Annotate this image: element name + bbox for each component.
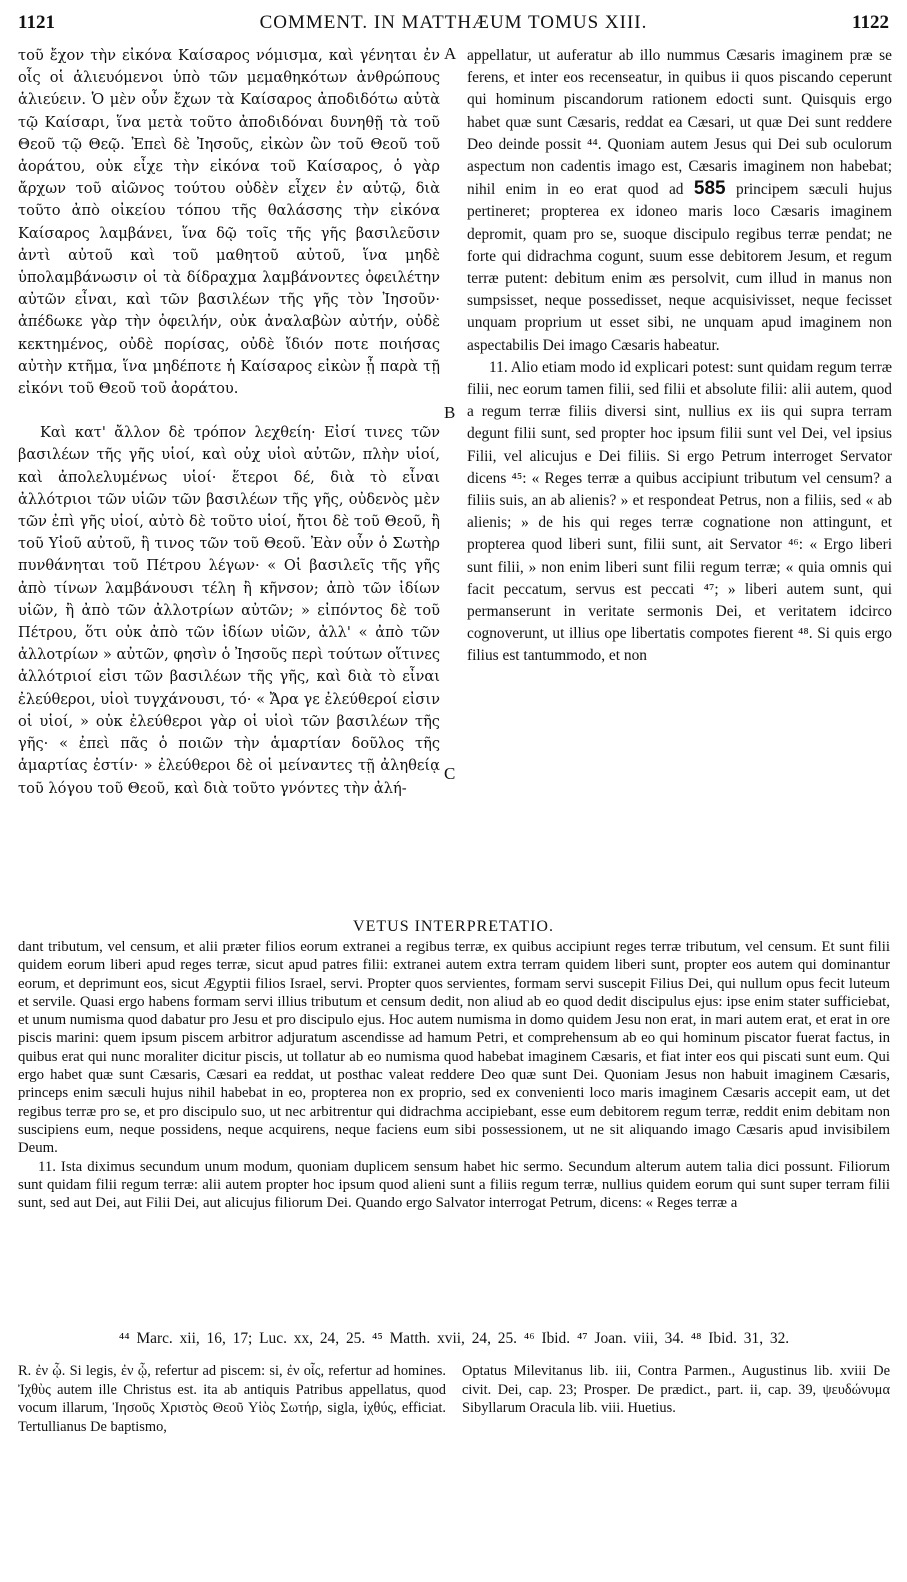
right-page-number: 1122	[852, 12, 889, 33]
margin-marker-c: C	[444, 764, 456, 783]
running-title: COMMENT. IN MATTHÆUM TOMUS XIII.	[259, 12, 648, 33]
greek-paragraph-1: τοῦ ἔχον τὴν εἰκόνα Καίσαρος νόμισμα, καὶ γένηται ἐν οἷς οἱ ἁλιευόμενοι ὑπὸ τῶν μεμαθηκότων ἀνθρώπους ἁλιεύειν. Ὁ μὲν οὖν ἔχων τὰ Καίσαρος ἀποδιδότω αὐτὰ τῷ Καίσαρι, ἵνα μετὰ τοῦτο ἀποδιδόναι δυνηθῇ τὰ τοῦ Θεοῦ τῷ Θεῷ. Ἐπεὶ δὲ Ἰησοῦς, εἰκὼν ὢν τοῦ Θεοῦ τοῦ ἀοράτου, οὐκ εἶχε τὴν εἰκόνα τοῦ Καίσαρος, ὁ γὰρ ἄρχων τοῦ αἰῶνος τούτου οὐδὲν εἶχεν ἐν αὐτῷ, διὰ τοῦτο ἀπὸ οἰκείου τόπου τῆς θαλάσσης τὴν εἰκόνα Καίσαρος λαμβάνει, ἵνα δῷ τοῖς τῆς γῆς βασιλεῦσιν ἀντὶ αὐτοῦ καὶ τοῦ μαθητοῦ αὐτοῦ, ἵνα μηδὲ ὑπολαμβάνωσιν οἱ τὰ δίδραχμα λαμβάνοντες ὀφειλέτην αὐτῶν εἶναι, καὶ τῶν βασιλέων τῆς γῆς τὸν Ἰησοῦν· ἀπέδωκε γὰρ τὴν ὀφειλήν, οὐκ ἀναλαβὼν αὐτήν, οὐδὲ κεκτημένος, οὐδὲ πορίσας, οὐδὲ ἴδιόν ποτε ποιήσας αὐτὴν κτῆμα, ἵνα μηδέποτε ἡ Καίσαρος εἰκὼν ᾖ παρὰ τῇ εἰκόνι τοῦ Θεοῦ τοῦ ἀοράτου.	[18, 47, 440, 398]
vetus-paragraph-1: dant tributum, vel censum, et alii præter filios eorum extranei a regibus terræ, ex quibus accipiunt reges terræ tributum, vel censum. Et sunt filii quidem eorum liberi apud reges terræ, sicut apud patres filii: extranei autem extra terram quidem liberi sunt, propter eos autem qui dominantur eorum, et deprimunt eos, sicut Ægyptii filios Israel, servi. Propter quos servientes, formam servi suscepit Filius Dei, qui nullum opus fecit luteum et servile. Quasi ergo habens formam servi illius tributum et censum dedit, non aliud ab eo quod dedit discipulus ejus: ipse enim stater sufficiebat, et unum numisma quod dabatur pro Jesu et pro discipulo ejus. Hoc autem numisma in domo quidem Jesu non erat, in mari autem erat, et erat in ore piscis marini: quem ipsum piscem arbitror adjuratum ascendisse ad hamum Petri, et comprehensum ab eo qui hominum piscator fuerat factus, in quibus erat qui nunc moraliter dicitur piscis, ut tollatur ab eo numisma quod habebat imaginem Cæsaris, et fiat inter eos qui piscati sunt eum. Qui ergo habet quæ sunt Cæsaris, Cæsari ea reddat, ut posthac valeat reddere Deo quæ sunt Dei. Quoniam Jesus non habuit imaginem Cæsaris, princeps enim sæculi hujus nihil habebat in eo, propterea non ex proprio, sed ex convenienti loco maris imaginem Cæsaris accepit eam, ut det regibus terræ pro se, et pro discipulo suo, ut nec arbitrentur qui didrachma accipiebant, esse eum debitorem regum terræ, reddit enim debitam non suscipiens eum, neque possidens, neque acquirens, neque faciens eum sibi possessionem, ut ne sit aliquando imago Cæsaris apud invisibilem Deum.	[18, 939, 890, 1157]
latin-paragraph-1-start: appellatur, ut auferatur ab illo nummus Cæsaris imaginem præ se ferens, et inter eos recenseatur, in quibus ii quos piscando ceperunt qui hominum piscandorum rationem edocti sunt. Quisquis ergo habet quæ sunt Cæsaris, reddat ea Cæsari, ut quæ Dei sunt reddere Deo deinde possit ⁴⁴. Quoniam autem Jesus qui Dei sub oculorum aspectum non cadentis imago est, Cæsaris imaginem non habebat; nihil enim in eo erat quod ad	[467, 47, 892, 199]
latin-paragraph-1	[467, 45, 892, 357]
left-page-number: 1121	[18, 12, 55, 33]
greek-column	[18, 45, 440, 800]
vetus-interpretatio-text	[18, 938, 890, 1212]
column-number: 585	[693, 178, 726, 200]
editor-note-right	[462, 1362, 890, 1418]
page-header	[18, 12, 889, 38]
greek-paragraph-2: Καὶ κατ' ἄλλον δὲ τρόπον λεχθείη· Εἰσί τινες τῶν βασιλέων τῆς γῆς υἱοί, καὶ οὐχ υἱοὶ αὐτῶν, πλὴν υἱοί, καὶ ἀπολελυμένως υἱοί· ἕτεροι δέ, διὰ τὸ εἶναι ἀλλότριοι τῶν υἱῶν τῶν βασιλέων τῆς γῆς, οὐδενὸς μὲν τῶν ἐπὶ γῆς υἱοί, αὐτὸ δὲ τοῦτο υἱοί, ἤτοι δὲ τοῦ Θεοῦ, ἢ τοῦ Υἱοῦ αὐτοῦ, ἢ τινος τῶν τοῦ Θεοῦ. Ἐὰν οὖν ὁ Σωτὴρ πυνθάνηται τοῦ Πέτρου λέγων· « Οἱ βασιλεῖς τῆς γῆς ἀπὸ τίνων λαμβάνουσι τέλη ἢ κῆνσον; ἀπὸ τῶν ἰδίων υἱῶν, ἢ ἀπὸ τῶν ἀλλοτρίων αὐτῶν; » εἰπόντος δὲ τοῦ Πέτρου, ὅτι οὐκ ἀπὸ τῶν ἰδίων υἱῶν, ἀλλ' « ἀπὸ τῶν ἀλλοτρίων » αὐτῶν, φησὶν ὁ Ἰησοῦς περὶ τούτων οἵτινες ἀλλότριοί εἰσι τῶν βασιλέων τῆς γῆς, καὶ διὰ τὸ εἶναι ἐλεύθεροι, υἱοὶ τυγχάνουσι, τό· « Ἄρα γε ἐλεύθεροί εἰσιν οἱ υἱοί, » οὐκ ἐλεύθεροι γὰρ οἱ υἱοὶ τῶν βασιλέων τῆς γῆς· « ἐπεὶ πᾶς ὁ ποιῶν τὴν ἁμαρτίαν δοῦλος τῆς ἁμαρτίας ἐστίν· » ἐλεύθεροι δὲ οἱ μείναντες τῇ ἀληθείᾳ τοῦ λόγου τοῦ Θεοῦ, καὶ διὰ τοῦτο γνόντες τὴν ἀλή-	[18, 424, 440, 797]
vetus-paragraph-2: 11. Ista diximus secundum unum modum, quoniam duplicem sensum habet hic sermo. Secundum alterum autem talia dici possunt. Filiorum sunt quidam filii regum terræ: alii autem propter hoc ipsum quod alieni sunt a filiis regum terræ, nullius quidem eorum qui sunt super terram filii sunt, sed aut Dei, aut Filii Dei, aut alicujus filiorum Dei. Quando ergo Salvator interrogat Petrum, dicens: « Reges terræ a	[18, 1158, 890, 1212]
latin-paragraph-1-end: principem sæculi hujus pertineret; propterea ex idoneo maris loco Cæsaris imaginem depromit, quam pro se, suoque discipulo regibus terræ pendat; ne forte qui didrachma cogunt, suum esse debitorem Jesum, et regum terræ putent: debitum enim æs persolvit, cum illud in manus non sumpsisset, neque possedisset, neque acquisivisset, neque fecisset unquam proprium ut esset sibi, ne unquam apud imaginem non aspectabilis Dei imago Cæsaris habeatur.	[467, 181, 893, 354]
scripture-footnotes: ⁴⁴ Marc. xii, 16, 17; Luc. xx, 24, 25. ⁴⁵ Matth. xvii, 24, 25. ⁴⁶ Ibid. ⁴⁷ Joan. viii, 34. ⁴⁸ Ibid. 31, 32.	[118, 1330, 790, 1347]
latin-paragraph-2: 11. Alio etiam modo id explicari potest: sunt quidam regum terræ filii, nec eorum tamen filii, sed filii et absolute filii: alii autem, quod a regum terræ filiis diversi sint, nullius ex iis qui supra terram degunt filii sunt, sed propter hoc ipsum filii sunt vel Dei, vel ipsius Filii, vel alicujus e Dei filiis. Si ergo Petrum interroget Servator dicens ⁴⁵: « Reges terræ a quibus accipiunt tributum vel censum? a filiis suis, an ab alienis? » et respondeat Petrus, non a filiis, sed « ab alienis; » de his qui reges terræ cognatione non attingunt, et propterea quod liberi sunt, filii sunt, ait Servator ⁴⁶: « Ergo liberi sunt filii, » non enim liberi sunt filii regum terræ; « quia omnis qui facit peccatum, servus est peccati ⁴⁷; » liberi autem sunt, qui permanserunt in veritate sermonis Dei, et veritatem idcirco cognoverunt, ut illius ope libertatis compotes fierent ⁴⁸. Si quis ergo filius est tantummodo, et non	[467, 358, 892, 665]
editor-note-left	[18, 1362, 446, 1436]
latin-column	[467, 45, 892, 668]
editor-note-left-text: R. ἐν ᾧ. Si legis, ἐν ᾧ, refertur ad piscem: si, ἐν οἷς, refertur ad homines. Ἰχθὺς autem ille Christus est. ita ab antiquis Patribus appellatus, quod vocum illarum, Ἰησοῦς Χριστὸς Θεοῦ Υἱὸς Σωτήρ, sigla, ἰχθύς, efficiat. Tertullianus De baptismo,	[18, 1363, 446, 1435]
editor-note-right-text: Optatus Milevitanus lib. iii, Contra Parmen., Augustinus lib. xviii De civit. Dei, cap. 23; Prosper. De prædict., part. ii, cap. 39, ψευδώνυμα Sibyllarum Oracula lib. viii. Huetius.	[462, 1363, 890, 1417]
margin-marker-a: A	[444, 44, 457, 63]
margin-marker-b: B	[444, 403, 456, 422]
vetus-interpretatio-heading: VETUS INTERPRETATIO.	[353, 918, 554, 935]
